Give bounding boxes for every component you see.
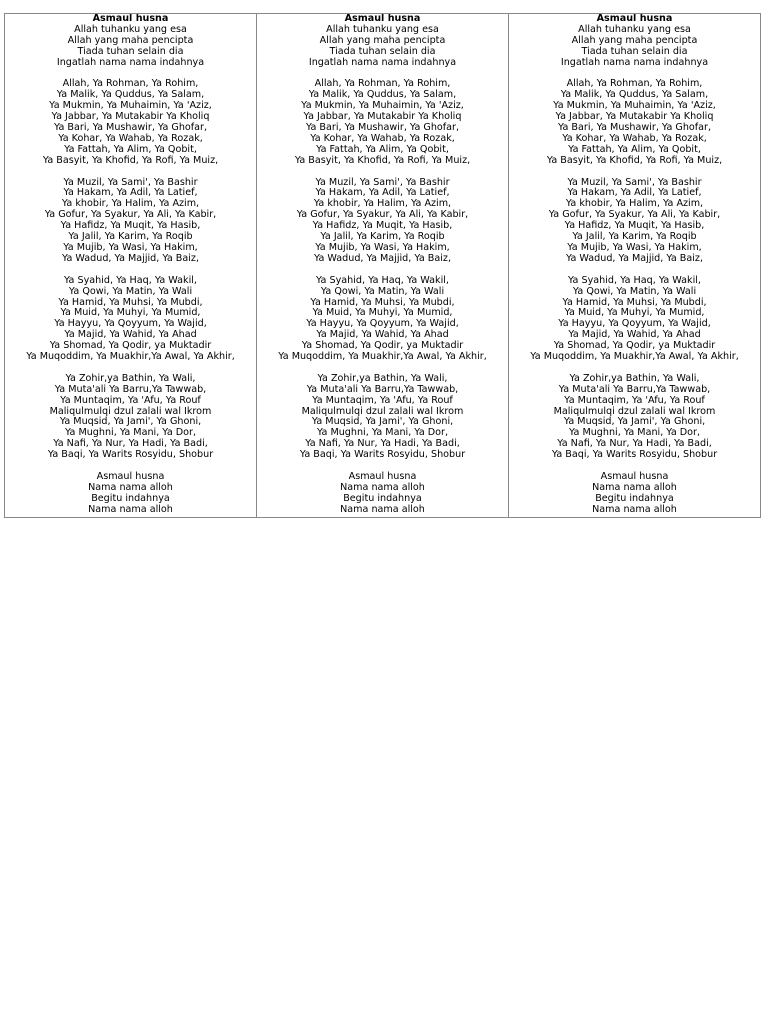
lyric-line: Ya Fattah, Ya Alim, Ya Qobit, <box>568 143 701 155</box>
lyric-line: Ya Muqsid, Ya Jami', Ya Ghoni, <box>311 416 454 428</box>
lyrics-column-3 <box>509 14 761 518</box>
lyric-line: Allah tuhanku yang esa <box>578 23 691 35</box>
lyric-line: Ya Hayyu, Ya Qoyyum, Ya Wajid, <box>54 318 207 330</box>
lyric-line: Ya Bari, Ya Mushawir, Ya Ghofar, <box>305 122 460 134</box>
lyric-line: Ya Muqsid, Ya Jami', Ya Ghoni, <box>59 416 202 428</box>
lyric-line: Allah, Ya Rohman, Ya Rohim, <box>62 78 199 90</box>
lyric-line: Ya Syahid, Ya Haq, Ya Wakil, <box>316 274 449 286</box>
lyric-line: Ya Syahid, Ya Haq, Ya Wakil, <box>568 274 701 286</box>
lyric-line: Begitu indahnya <box>343 492 422 504</box>
lyric-line: Allah yang maha pencipta <box>67 34 194 46</box>
lyric-line: Ya Hayyu, Ya Qoyyum, Ya Wajid, <box>306 318 459 330</box>
lyric-line: Ya Basyit, Ya Khofid, Ya Rofi, Ya Muiz, <box>294 154 471 166</box>
lyric-line: Ya Baqi, Ya Warits Rosyidu, Shobur <box>47 449 214 461</box>
lyric-line: Nama nama alloh <box>592 503 677 515</box>
lyric-line: Ya Hayyu, Ya Qoyyum, Ya Wajid, <box>558 318 711 330</box>
lyric-line: Ya Jabbar, Ya Mutakabir Ya Kholiq <box>51 111 210 123</box>
lyric-line: Ya Nafi, Ya Nur, Ya Hadi, Ya Badi, <box>53 438 208 450</box>
lyric-line: Tiada tuhan selain dia <box>581 45 688 57</box>
lyric-line: Ya Qowi, Ya Matin, Ya Wali <box>572 285 697 297</box>
lyric-line: Ya Gofur, Ya Syakur, Ya Ali, Ya Kabir, <box>548 209 721 221</box>
lyric-line: Ya Muta'ali Ya Barru,Ya Tawwab, <box>558 383 711 395</box>
lyric-line: Ya khobir, Ya Halim, Ya Azim, <box>313 198 452 210</box>
lyric-line: Ya Wadud, Ya Majjid, Ya Baiz, <box>565 252 704 264</box>
lyric-line: Ya Mujib, Ya Wasi, Ya Hakim, <box>315 242 450 253</box>
lyrics-column-content <box>257 14 508 517</box>
lyrics-column-content <box>509 14 760 517</box>
lyric-line: Ya Shomad, Ya Qodir, ya Muktadir <box>49 340 212 352</box>
lyric-line: Tiada tuhan selain dia <box>77 45 184 57</box>
lyric-line: Ingatlah nama nama indahnya <box>56 56 205 68</box>
lyric-line: Ya Gofur, Ya Syakur, Ya Ali, Ya Kabir, <box>296 209 469 221</box>
lyric-line: Allah yang maha pencipta <box>571 34 698 46</box>
lyric-line: Ya Fattah, Ya Alim, Ya Qobit, <box>64 143 197 155</box>
lyric-line: Ya Shomad, Ya Qodir, ya Muktadir <box>301 340 464 352</box>
lyric-line: Ya Muntaqim, Ya 'Afu, Ya Rouf <box>312 394 453 406</box>
lyric-line: Ya Mughni, Ya Mani, Ya Dor, <box>568 427 701 439</box>
lyric-line: Ya Gofur, Ya Syakur, Ya Ali, Ya Kabir, <box>44 209 217 221</box>
lyric-line: Ya Bari, Ya Mushawir, Ya Ghofar, <box>557 122 712 134</box>
lyrics-column-1 <box>5 14 257 518</box>
lyric-line: Maliqulmulqi dzul zalali wal Ikrom <box>49 405 212 417</box>
lyric-line: Ya Mughni, Ya Mani, Ya Dor, <box>316 427 449 439</box>
lyric-line: Allah, Ya Rohman, Ya Rohim, <box>314 78 451 90</box>
lyric-line: Ya Muntaqim, Ya 'Afu, Ya Rouf <box>60 394 201 406</box>
lyric-line: Ya Wadud, Ya Majjid, Ya Baiz, <box>61 252 200 264</box>
lyric-line: Ya Kohar, Ya Wahab, Ya Rozak, <box>310 132 455 144</box>
lyric-line: Ya Basyit, Ya Khofid, Ya Rofi, Ya Muiz, <box>42 154 219 166</box>
stanza-gap <box>509 167 760 178</box>
lyric-line: Ya Nafi, Ya Nur, Ya Hadi, Ya Badi, <box>305 438 460 450</box>
lyric-line: Ya Kohar, Ya Wahab, Ya Rozak, <box>58 132 203 144</box>
lyric-line: Ya Jabbar, Ya Mutakabir Ya Kholiq <box>555 111 714 123</box>
lyric-line: Ya Hakam, Ya Adil, Ya Latief, <box>63 187 198 199</box>
lyric-line: Ya Shomad, Ya Qodir, ya Muktadir <box>553 340 716 352</box>
lyric-line: Ya Hafidz, Ya Muqit, Ya Hasib, <box>564 220 705 232</box>
lyric-line: Ya Muzil, Ya Sami', Ya Bashir <box>315 176 450 188</box>
lyric-line: Ya Jalil, Ya Karim, Ya Roqib <box>320 231 445 243</box>
lyric-line: Ya Mujib, Ya Wasi, Ya Hakim, <box>63 242 198 253</box>
lyric-line: Ya Malik, Ya Quddus, Ya Salam, <box>56 89 205 101</box>
lyric-line: Ya Fattah, Ya Alim, Ya Qobit, <box>316 143 449 155</box>
lyric-line: Ya Hakam, Ya Adil, Ya Latief, <box>315 187 450 199</box>
lyric-line: Allah, Ya Rohman, Ya Rohim, <box>566 78 703 90</box>
lyric-line: Ya Muntaqim, Ya 'Afu, Ya Rouf <box>564 394 705 406</box>
lyric-line: Ya Muqoddim, Ya Muakhir,Ya Awal, Ya Akhir, <box>278 351 487 363</box>
lyric-line: Nama nama alloh <box>592 481 677 493</box>
lyric-line: Ya Muzil, Ya Sami', Ya Bashir <box>567 176 702 188</box>
lyric-line: Ya Muta'ali Ya Barru,Ya Tawwab, <box>54 383 207 395</box>
lyric-line: Ya Muqoddim, Ya Muakhir,Ya Awal, Ya Akhir, <box>26 351 235 363</box>
lyrics-column-content <box>5 14 256 517</box>
lyrics-row <box>5 14 761 518</box>
lyric-line: Ya Muid, Ya Muhyi, Ya Mumid, <box>60 307 201 319</box>
lyric-line: Asmaul husna <box>96 470 165 482</box>
lyric-line: Allah yang maha pencipta <box>319 34 446 46</box>
lyric-line: Ya Qowi, Ya Matin, Ya Wali <box>68 285 193 297</box>
lyric-line: Maliqulmulqi dzul zalali wal Ikrom <box>553 405 716 417</box>
lyric-line: Ya Qowi, Ya Matin, Ya Wali <box>320 285 445 297</box>
lyric-line: Maliqulmulqi dzul zalali wal Ikrom <box>301 405 464 417</box>
lyrics-title: Asmaul husna <box>92 14 169 24</box>
lyric-line: Ya Malik, Ya Quddus, Ya Salam, <box>560 89 709 101</box>
lyric-line: Ya Mukmin, Ya Muhaimin, Ya 'Aziz, <box>301 100 464 112</box>
stanza-gap <box>257 167 508 178</box>
lyric-line: Ya khobir, Ya Halim, Ya Azim, <box>565 198 704 210</box>
lyric-line: Ya Baqi, Ya Warits Rosyidu, Shobur <box>551 449 718 461</box>
lyric-line: Asmaul husna <box>348 470 417 482</box>
lyric-line: Ya Hamid, Ya Muhsi, Ya Mubdi, <box>58 296 203 308</box>
lyric-line: Ingatlah nama nama indahnya <box>308 56 457 68</box>
lyric-line: Nama nama alloh <box>340 503 425 515</box>
lyric-line: Tiada tuhan selain dia <box>329 45 436 57</box>
lyric-line: Ya Mukmin, Ya Muhaimin, Ya 'Aziz, <box>49 100 212 112</box>
lyric-line: Ya Muta'ali Ya Barru,Ya Tawwab, <box>306 383 459 395</box>
lyric-line: Ya khobir, Ya Halim, Ya Azim, <box>61 198 200 210</box>
lyric-line: Ya Mujib, Ya Wasi, Ya Hakim, <box>567 242 702 253</box>
lyric-line: Ya Jalil, Ya Karim, Ya Roqib <box>572 231 697 243</box>
lyric-line: Asmaul husna <box>600 470 669 482</box>
lyric-line: Ya Syahid, Ya Haq, Ya Wakil, <box>64 274 197 286</box>
lyric-line: Ya Zohir,ya Bathin, Ya Wali, <box>317 372 448 384</box>
lyric-line: Ya Zohir,ya Bathin, Ya Wali, <box>569 372 700 384</box>
lyrics-table <box>4 13 761 518</box>
lyric-line: Ya Muqsid, Ya Jami', Ya Ghoni, <box>563 416 706 428</box>
lyric-line: Ya Nafi, Ya Nur, Ya Hadi, Ya Badi, <box>557 438 712 450</box>
lyric-line: Ya Basyit, Ya Khofid, Ya Rofi, Ya Muiz, <box>546 154 723 166</box>
lyric-line: Ya Malik, Ya Quddus, Ya Salam, <box>308 89 457 101</box>
lyric-line: Ya Majid, Ya Wahid, Ya Ahad <box>316 329 449 341</box>
lyric-line: Begitu indahnya <box>595 492 674 504</box>
lyric-line: Ya Majid, Ya Wahid, Ya Ahad <box>64 329 197 341</box>
lyric-line: Ingatlah nama nama indahnya <box>560 56 709 68</box>
lyric-line: Nama nama alloh <box>88 503 173 515</box>
lyric-line: Ya Hafidz, Ya Muqit, Ya Hasib, <box>60 220 201 232</box>
lyric-line: Ya Baqi, Ya Warits Rosyidu, Shobur <box>299 449 466 461</box>
lyrics-column-2 <box>257 14 509 518</box>
lyric-line: Ya Jabbar, Ya Mutakabir Ya Kholiq <box>303 111 462 123</box>
lyric-line: Ya Majid, Ya Wahid, Ya Ahad <box>568 329 701 341</box>
lyric-line: Ya Muqoddim, Ya Muakhir,Ya Awal, Ya Akhir, <box>530 351 739 363</box>
lyric-line: Ya Hafidz, Ya Muqit, Ya Hasib, <box>312 220 453 232</box>
lyric-line: Ya Muzil, Ya Sami', Ya Bashir <box>63 176 198 188</box>
lyric-line: Allah tuhanku yang esa <box>74 23 187 35</box>
lyric-line: Allah tuhanku yang esa <box>326 23 439 35</box>
lyric-line: Nama nama alloh <box>88 481 173 493</box>
lyric-line: Ya Mukmin, Ya Muhaimin, Ya 'Aziz, <box>553 100 716 112</box>
lyric-line: Ya Hamid, Ya Muhsi, Ya Mubdi, <box>562 296 707 308</box>
lyrics-title: Asmaul husna <box>596 14 673 24</box>
lyric-line: Ya Hamid, Ya Muhsi, Ya Mubdi, <box>310 296 455 308</box>
lyric-line: Ya Bari, Ya Mushawir, Ya Ghofar, <box>53 122 208 134</box>
lyric-line: Ya Muid, Ya Muhyi, Ya Mumid, <box>564 307 705 319</box>
lyric-line: Ya Wadud, Ya Majjid, Ya Baiz, <box>313 252 452 264</box>
lyric-line: Nama nama alloh <box>340 481 425 493</box>
lyrics-title: Asmaul husna <box>344 14 421 24</box>
lyric-line: Ya Mughni, Ya Mani, Ya Dor, <box>64 427 197 439</box>
lyric-line: Ya Zohir,ya Bathin, Ya Wali, <box>65 372 196 384</box>
stanza-gap <box>5 167 256 178</box>
lyric-line: Ya Jalil, Ya Karim, Ya Roqib <box>68 231 193 243</box>
lyric-line: Ya Hakam, Ya Adil, Ya Latief, <box>567 187 702 199</box>
lyric-line: Ya Muid, Ya Muhyi, Ya Mumid, <box>312 307 453 319</box>
lyric-line: Begitu indahnya <box>91 492 170 504</box>
lyric-line: Ya Kohar, Ya Wahab, Ya Rozak, <box>562 132 707 144</box>
